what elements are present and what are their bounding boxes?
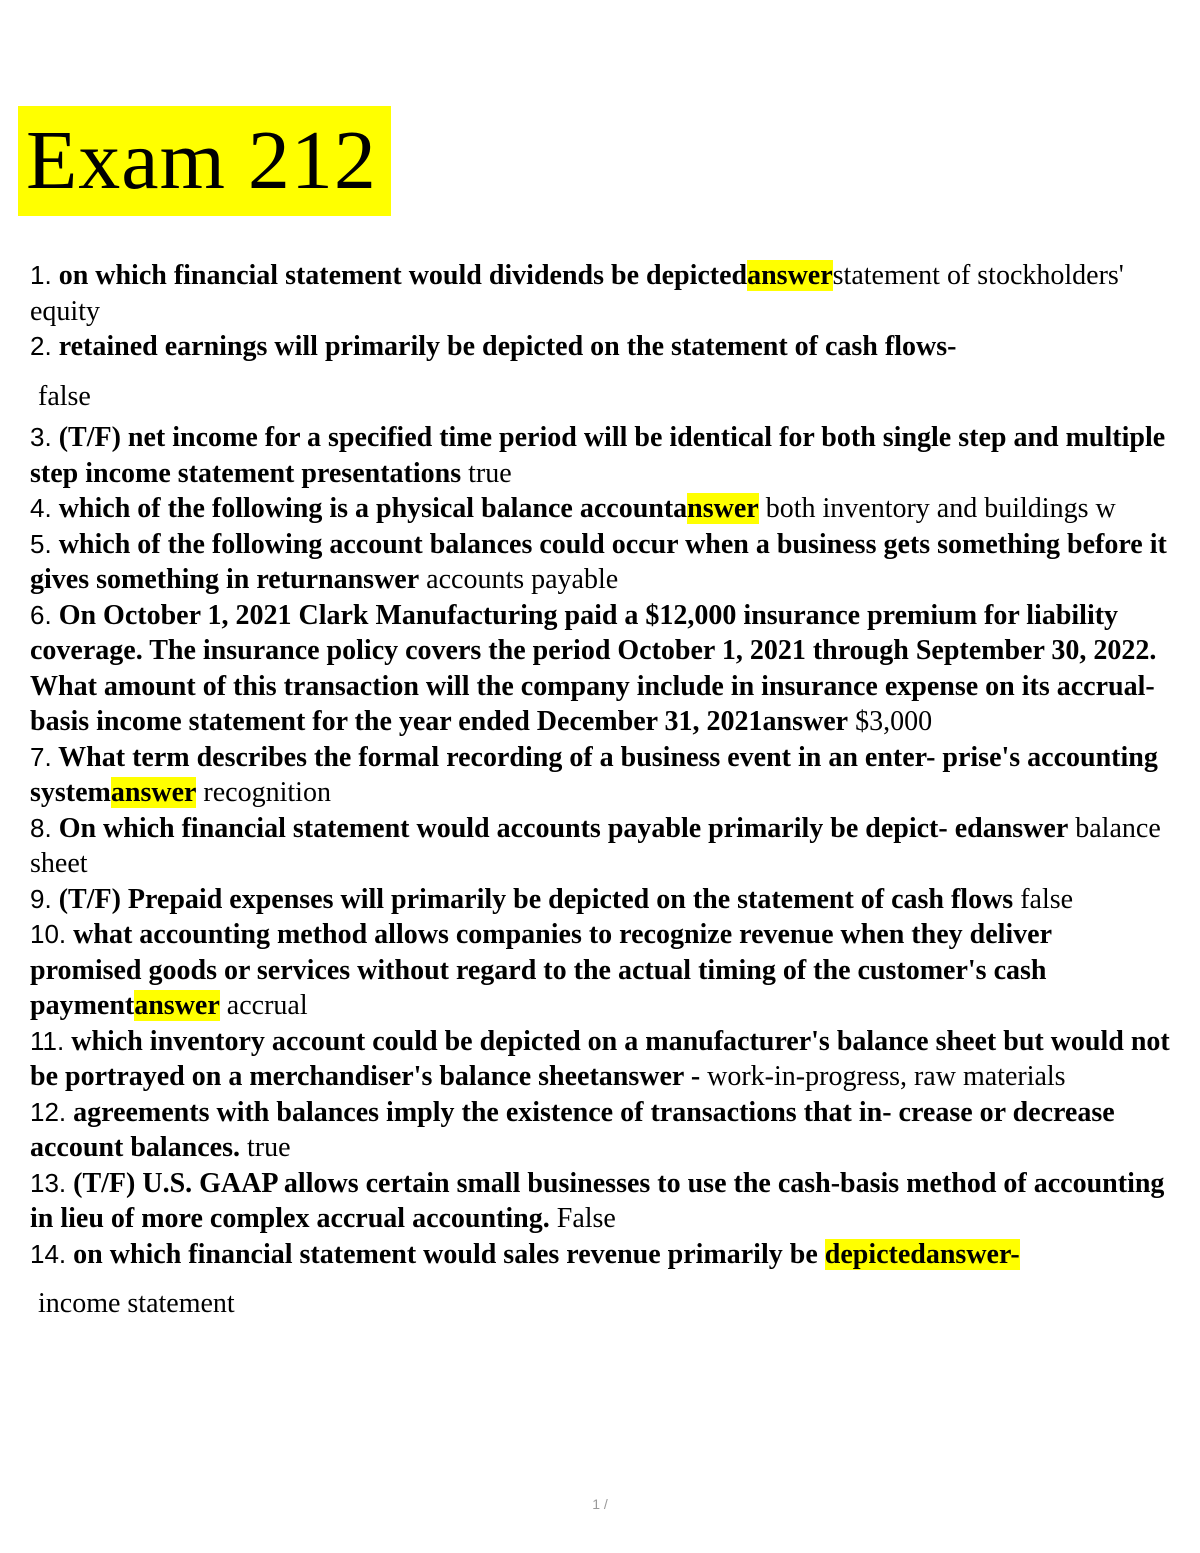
answer-text: recognition bbox=[196, 777, 331, 808]
item-number: 14. bbox=[30, 1238, 67, 1269]
answer-highlight: depictedanswer- bbox=[824, 1238, 1020, 1270]
list-item bbox=[30, 598, 1170, 740]
answer-highlight: answer bbox=[134, 990, 220, 1021]
answer-text: accrual bbox=[219, 990, 308, 1021]
list-item bbox=[30, 527, 1170, 598]
item-number: 6. bbox=[30, 599, 52, 630]
question-text: On which financial statement would accounts payable primarily be depict- edanswer bbox=[51, 812, 1069, 844]
item-number: 8. bbox=[30, 812, 52, 843]
item-number: 4. bbox=[30, 493, 52, 523]
question-text: On October 1, 2021 Clark Manufacturing paid a $12,000 insurance premium for liability coverage. The insurance policy covers the period October 1, 2021 through September 30, 2022. What amount of this transaction will the company include in insurance expense on its accrual-basis income statement for the year ended December 31, 2021answer bbox=[30, 599, 1157, 737]
list-item bbox=[30, 917, 1170, 1024]
answer-highlight: answer bbox=[110, 777, 197, 808]
answer-text: true bbox=[461, 457, 512, 489]
answer-text: $3,000 bbox=[848, 706, 933, 737]
list-item bbox=[30, 811, 1170, 882]
list-item bbox=[30, 1166, 1170, 1237]
list-item bbox=[30, 329, 1170, 414]
answer-highlight: answer bbox=[747, 260, 833, 291]
list-item bbox=[30, 258, 1170, 329]
answer-text: false bbox=[1013, 883, 1074, 915]
question-text: what accounting method allows companies to recognize revenue when they deliver promised goods or services without regard to the actual timing of the customer's cash payment bbox=[30, 919, 1052, 1021]
answer-text: accounts payable bbox=[419, 564, 619, 595]
answer-text: false bbox=[38, 380, 91, 412]
page-number: 1 / bbox=[592, 1496, 608, 1512]
answer-text: statement of stockholders' equity bbox=[30, 260, 1124, 327]
question-text: retained earnings will primarily be depicted on the statement of cash flows- bbox=[51, 331, 957, 362]
page-title: Exam 212 bbox=[18, 106, 391, 216]
item-number: 2. bbox=[30, 331, 52, 361]
question-text: on which financial statement would sales revenue primarily be bbox=[66, 1238, 825, 1270]
answer-text: income statement bbox=[38, 1288, 235, 1319]
item-number: 12. bbox=[30, 1096, 67, 1127]
item-number: 3. bbox=[30, 422, 52, 452]
item-number: 5. bbox=[30, 528, 52, 559]
answer-text: both inventory and buildings w bbox=[758, 493, 1116, 524]
item-number: 1. bbox=[30, 260, 52, 290]
list-item bbox=[30, 1237, 1170, 1322]
list-item bbox=[30, 740, 1170, 811]
item-number: 10. bbox=[30, 919, 67, 949]
list-item bbox=[30, 1095, 1170, 1166]
answer-text: balance sheet bbox=[30, 812, 1161, 879]
question-text: (T/F) net income for a specified time period will be identical for both single step and multiple step income statement presentations bbox=[30, 422, 1166, 489]
answer-text: true bbox=[240, 1132, 291, 1163]
answer-text: work-in-progress, raw materials bbox=[700, 1061, 1066, 1092]
item-number: 13. bbox=[30, 1167, 67, 1198]
question-text: on which financial statement would dividends be depicted bbox=[51, 260, 748, 291]
question-text: (T/F) Prepaid expenses will primarily be depicted on the statement of cash flows bbox=[51, 883, 1014, 915]
list-item bbox=[30, 420, 1170, 491]
question-text: What term describes the formal recording of a business event in an enter- prise's accounting system bbox=[30, 741, 1158, 808]
item-number: 7. bbox=[30, 741, 52, 772]
item-number: 11. bbox=[30, 1025, 65, 1056]
list-item bbox=[30, 882, 1170, 918]
answer-text: False bbox=[549, 1203, 616, 1234]
question-text: (T/F) U.S. GAAP allows certain small businesses to use the cash-basis method of accounting in lieu of more complex accrual accounting. bbox=[30, 1167, 1165, 1234]
question-text: agreements with balances imply the existence of transactions that in- crease or decrease account balances. bbox=[30, 1096, 1115, 1163]
list-item bbox=[30, 1024, 1170, 1095]
list-item bbox=[30, 491, 1170, 527]
item-number: 9. bbox=[30, 883, 52, 914]
question-text: which of the following account balances could occur when a business gets something before it gives something in returnanswer bbox=[30, 528, 1167, 595]
question-text: which inventory account could be depicted on a manufacturer's balance sheet but would not be portrayed on a merchandiser's balance sheetanswer - bbox=[30, 1025, 1170, 1092]
answer-highlight: nswer bbox=[687, 493, 759, 524]
question-text: which of the following is a physical balance accounta bbox=[51, 493, 688, 524]
question-list bbox=[30, 258, 1170, 1328]
